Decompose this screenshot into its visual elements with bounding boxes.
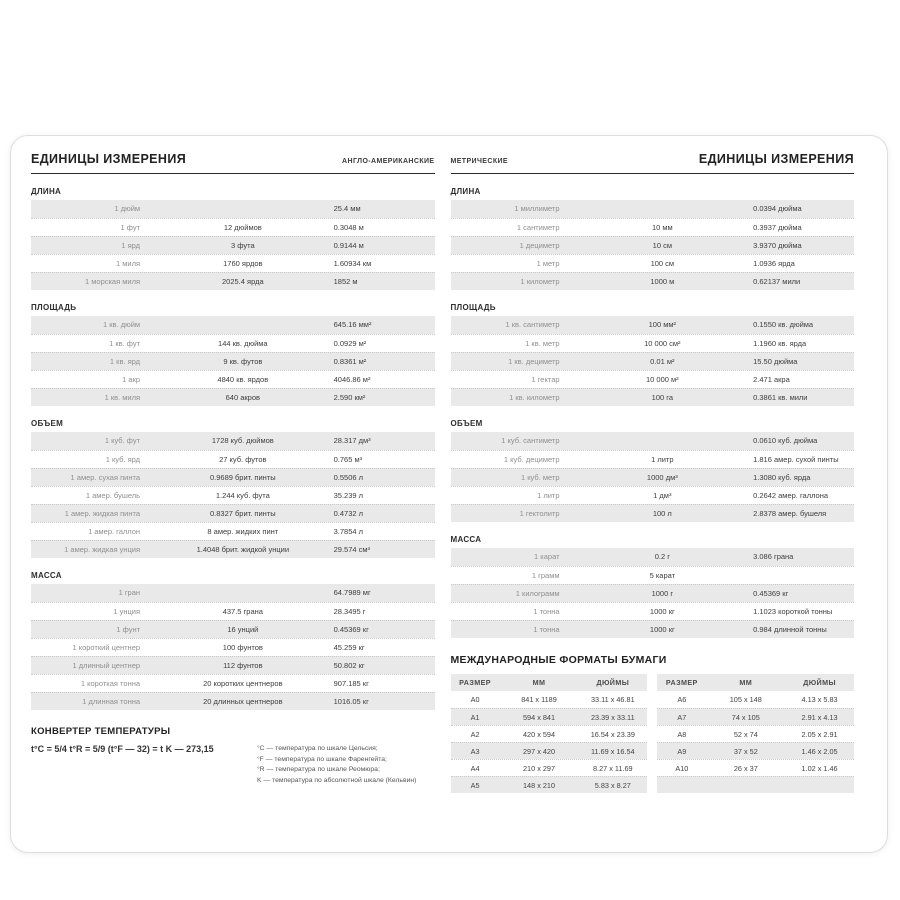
equiv-cell: 100 мм² (648, 320, 677, 329)
paper-header-size: РАЗМЕР (665, 678, 698, 687)
value-cell: 0.765 м³ (333, 455, 363, 464)
temperature-converter (31, 726, 435, 786)
paper-size-cell: A9 (677, 747, 687, 756)
table-row (31, 674, 435, 692)
value-cell: 35.239 л (333, 491, 364, 500)
value-cell: 0.1550 кв. дюйма (753, 320, 814, 329)
equiv-cell: 1760 ярдов (223, 259, 263, 268)
unit-cell: 1 кв. фут (109, 339, 141, 348)
section-mass (451, 535, 855, 638)
table-row (31, 450, 435, 468)
section-title: ДЛИНА (450, 187, 481, 196)
unit-cell: 1 сантиметр (516, 223, 560, 232)
section-length (451, 187, 855, 290)
equiv-cell: 4840 кв. ярдов (217, 375, 269, 384)
table-row (31, 370, 435, 388)
unit-cell: 1 морская миля (84, 277, 141, 286)
temperature-note: K — температура по абсолютной шкале (Кельвин) (256, 776, 417, 784)
measure-table (451, 316, 855, 406)
value-cell: 1.816 амер. сухой пинты (753, 455, 839, 464)
equiv-cell: 1 литр (651, 455, 674, 464)
value-cell: 0.45369 кг (753, 589, 789, 598)
equiv-cell: 437.5 грана (222, 607, 263, 616)
right-page (451, 152, 855, 852)
paper-formats (451, 654, 855, 793)
unit-cell: 1 куб. метр (520, 473, 560, 482)
paper-size-cell: A2 (470, 730, 480, 739)
equiv-cell: 27 куб. футов (219, 455, 267, 464)
equiv-cell: 10 000 м² (645, 375, 679, 384)
table-row (451, 316, 855, 334)
table-row (31, 584, 435, 602)
table-row (31, 656, 435, 674)
table-row (451, 584, 855, 602)
value-cell: 1016.05 кг (333, 697, 369, 706)
paper-mm-cell: 26 x 37 (733, 764, 758, 773)
paper-row (451, 742, 648, 759)
section-mass (31, 571, 435, 710)
paper-inches-cell: 16.54 x 23.39 (590, 730, 635, 739)
unit-cell: 1 длинный центнер (72, 661, 141, 670)
paper-mm-cell: 297 x 420 (523, 747, 556, 756)
section-volume (451, 419, 855, 522)
equiv-cell (152, 584, 334, 602)
paper-row (657, 708, 854, 725)
equiv-cell: 100 см (650, 259, 675, 268)
table-row (451, 486, 855, 504)
equiv-cell: 0.2 г (654, 552, 670, 561)
value-cell: 45.259 кг (333, 643, 365, 652)
paper-mm-cell: 74 x 105 (731, 713, 760, 722)
page-subtitle: МЕТРИЧЕСКИЕ (450, 158, 508, 165)
unit-cell: 1 кв. дециметр (508, 357, 560, 366)
unit-cell: 1 тонна (533, 625, 560, 634)
equiv-cell: 1000 м (650, 277, 675, 286)
table-row (451, 218, 855, 236)
paper-size-cell: A0 (470, 695, 480, 704)
equiv-cell (152, 200, 334, 218)
table-row (451, 566, 855, 584)
table-row (31, 388, 435, 406)
paper-size-cell: A1 (470, 713, 480, 722)
value-cell: 0.45369 кг (333, 625, 369, 634)
equiv-cell: 112 фунтов (223, 661, 263, 670)
unit-cell: 1 короткий центнер (72, 643, 141, 652)
equiv-cell: 2025.4 ярда (222, 277, 264, 286)
unit-cell: 1 метр (536, 259, 560, 268)
left-page-header (31, 152, 435, 174)
paper-mm-cell: 52 x 74 (733, 730, 758, 739)
temperature-title: КОНВЕРТЕР ТЕМПЕРАТУРЫ (31, 726, 171, 737)
paper-inches-cell: 4.13 x 5.83 (801, 695, 838, 704)
paper-inches-cell: 8.27 x 11.69 (592, 764, 633, 773)
value-cell: 0.62137 мили (753, 277, 801, 286)
value-cell: 28.317 дм³ (333, 436, 371, 445)
equiv-cell: 10 см (652, 241, 672, 250)
value-cell: 2.471 акра (753, 375, 790, 384)
table-row (31, 254, 435, 272)
value-cell: 29.574 см³ (333, 545, 371, 554)
section-title: ОБЪЕМ (450, 419, 483, 428)
value-cell: 0.8361 м² (333, 357, 367, 366)
paper-tables (451, 674, 855, 793)
paper-inches-cell (785, 777, 854, 793)
value-cell: 64.7989 мг (333, 588, 371, 597)
unit-cell: 1 дюйм (114, 204, 141, 213)
table-row (451, 450, 855, 468)
measure-table (451, 548, 855, 638)
paper-header-size: РАЗМЕР (459, 678, 492, 687)
equiv-cell: 8 амер. жидких пинт (207, 527, 279, 536)
paper-mm-cell (706, 777, 785, 793)
paper-row (451, 691, 648, 708)
value-cell: 0.9144 м (333, 241, 364, 250)
temperature-notes (257, 744, 416, 786)
value-cell: 0.2642 амер. галлона (753, 491, 829, 500)
paper-size-cell: A6 (677, 695, 687, 704)
equiv-cell: 20 коротких центнеров (203, 679, 283, 688)
section-area (31, 303, 435, 406)
temperature-body (31, 744, 435, 786)
unit-cell: 1 амер. бушель (85, 491, 141, 500)
value-cell: 1852 м (333, 277, 358, 286)
paper-rows (451, 691, 648, 793)
equiv-cell: 9 кв. футов (223, 357, 263, 366)
equiv-cell (152, 316, 334, 334)
table-row (31, 540, 435, 558)
paper-header-mm: ММ (532, 678, 546, 687)
section-title: МАССА (450, 535, 482, 544)
equiv-cell: 144 кв. дюйма (218, 339, 268, 348)
paper-row (657, 725, 854, 742)
equiv-cell: 5 карат (649, 571, 676, 580)
unit-cell: 1 гектар (531, 375, 560, 384)
paper-inches-cell: 1.46 x 2.05 (801, 747, 838, 756)
paper-row (451, 776, 648, 793)
equiv-cell: 10 000 см² (644, 339, 681, 348)
value-cell: 3.7854 л (333, 527, 364, 536)
table-row (31, 522, 435, 540)
notebook-page (10, 135, 888, 853)
value-cell: 2.590 км² (333, 393, 366, 402)
paper-header-inches: ДЮЙМЫ (596, 678, 630, 687)
measure-table (451, 432, 855, 522)
temperature-note: °F — температура по шкале Фаренгейта; (256, 755, 387, 763)
equiv-cell (572, 200, 754, 218)
equiv-cell: 1728 куб. дюймов (211, 436, 274, 445)
right-page-header (451, 152, 855, 174)
equiv-cell: 1000 дм³ (646, 473, 678, 482)
paper-mm-cell: 148 x 210 (523, 781, 556, 790)
unit-cell: 1 амер. жидкая унция (64, 545, 141, 554)
value-cell: 1.1960 кв. ярда (753, 339, 807, 348)
table-row (31, 638, 435, 656)
unit-cell: 1 куб. фут (104, 436, 141, 445)
table-row (451, 236, 855, 254)
table-row (451, 352, 855, 370)
paper-mm-cell: 841 x 1189 (521, 695, 557, 704)
equiv-cell: 1000 кг (649, 625, 675, 634)
unit-cell: 1 миллиметр (514, 204, 560, 213)
table-row (451, 388, 855, 406)
value-cell: 0.3937 дюйма (753, 223, 802, 232)
table-row (31, 334, 435, 352)
unit-cell: 1 куб. сантиметр (501, 436, 560, 445)
equiv-cell: 1000 кг (649, 607, 675, 616)
value-cell: 0.3048 м (333, 223, 364, 232)
section-title: ПЛОЩАДЬ (450, 303, 496, 312)
value-cell: 15.50 дюйма (753, 357, 798, 366)
value-cell: 0.3861 кв. мили (753, 393, 808, 402)
table-row (31, 316, 435, 334)
unit-cell: 1 амер. галлон (88, 527, 141, 536)
value-cell: 0.0929 м² (333, 339, 367, 348)
value-cell: 907.185 кг (333, 679, 369, 688)
paper-row (657, 776, 854, 793)
equiv-cell: 20 длинных центнеров (203, 697, 283, 706)
value-cell: 3.9370 дюйма (753, 241, 802, 250)
value-cell: 3.086 грана (753, 552, 794, 561)
value-cell: 0.0394 дюйма (753, 204, 802, 213)
measure-table (451, 200, 855, 290)
section-title: ДЛИНА (31, 187, 62, 196)
table-row (31, 200, 435, 218)
unit-cell: 1 куб. дециметр (503, 455, 560, 464)
unit-cell: 1 тонна (533, 607, 560, 616)
paper-header-row (657, 674, 854, 691)
equiv-cell: 1000 г (651, 589, 674, 598)
measure-table (31, 200, 435, 290)
paper-inches-cell: 5.83 x 8.27 (594, 781, 631, 790)
value-cell: 645.16 мм² (333, 320, 372, 329)
paper-mm-cell: 210 x 297 (523, 764, 556, 773)
table-row (31, 432, 435, 450)
paper-table-left (451, 674, 648, 793)
section-title: ПЛОЩАДЬ (31, 303, 77, 312)
paper-mm-cell: 105 x 148 (729, 695, 762, 704)
section-length (31, 187, 435, 290)
temperature-note: °R — температура по шкале Реомюра; (256, 766, 380, 774)
table-row (451, 548, 855, 566)
table-row (451, 370, 855, 388)
value-cell: 1.3080 куб. ярда (753, 473, 811, 482)
unit-cell: 1 амер. сухая пинта (70, 473, 141, 482)
table-row (31, 504, 435, 522)
paper-table-right (657, 674, 854, 793)
paper-size-cell: A7 (677, 713, 687, 722)
table-row (31, 602, 435, 620)
section-area (451, 303, 855, 406)
measure-table (31, 584, 435, 710)
equiv-cell: 12 дюймов (223, 223, 262, 232)
value-cell: 0.4732 л (333, 509, 364, 518)
section-volume (31, 419, 435, 558)
table-row (451, 504, 855, 522)
value-cell: 1.60934 км (333, 259, 372, 268)
paper-mm-cell: 37 x 52 (733, 747, 758, 756)
value-cell: 1.0936 ярда (753, 259, 795, 268)
paper-size-cell: A3 (470, 747, 480, 756)
value-cell: 4046.86 м² (333, 375, 371, 384)
unit-cell: 1 фут (120, 223, 141, 232)
paper-header-row (451, 674, 648, 691)
equiv-cell: 1 дм³ (653, 491, 672, 500)
unit-cell: 1 миля (116, 259, 141, 268)
table-row (31, 620, 435, 638)
page-title: ЕДИНИЦЫ ИЗМЕРЕНИЯ (31, 152, 187, 166)
unit-cell: 1 гран (118, 588, 141, 597)
unit-cell: 1 амер. жидкая пинта (64, 509, 141, 518)
value-cell (753, 567, 854, 584)
unit-cell: 1 кв. ярд (109, 357, 141, 366)
paper-inches-cell: 33.11 x 46.81 (590, 695, 635, 704)
table-row (31, 272, 435, 290)
paper-mm-cell: 594 x 841 (523, 713, 556, 722)
equiv-cell: 1.4048 брит. жидкой унции (196, 545, 290, 554)
value-cell: 28.3495 г (333, 607, 366, 616)
equiv-cell: 100 л (652, 509, 672, 518)
table-row (451, 272, 855, 290)
temperature-formula: t°C = 5/4 t°R = 5/9 (t°F — 32) = t K — 273,15 (31, 744, 214, 754)
table-row (451, 200, 855, 218)
paper-inches-cell: 11.69 x 16.54 (590, 747, 635, 756)
table-row (451, 334, 855, 352)
unit-cell: 1 ярд (121, 241, 141, 250)
equiv-cell: 16 унций (227, 625, 259, 634)
unit-cell: 1 кв. миля (104, 393, 141, 402)
paper-row (451, 759, 648, 776)
table-row (31, 218, 435, 236)
value-cell: 0.0610 куб. дюйма (753, 436, 818, 445)
unit-cell: 1 литр (537, 491, 560, 500)
paper-size-cell: A4 (470, 764, 480, 773)
unit-cell: 1 фунт (116, 625, 141, 634)
unit-cell: 1 дециметр (519, 241, 560, 250)
unit-cell: 1 акр (122, 375, 141, 384)
paper-row (451, 725, 648, 742)
unit-cell: 1 кв. сантиметр (505, 320, 560, 329)
table-row (31, 352, 435, 370)
unit-cell: 1 короткая тонна (80, 679, 141, 688)
paper-row (451, 708, 648, 725)
paper-size-cell (657, 777, 706, 793)
unit-cell: 1 кв. метр (525, 339, 560, 348)
table-row (31, 236, 435, 254)
unit-cell: 1 карат (534, 552, 560, 561)
paper-rows (657, 691, 854, 793)
paper-header-mm: ММ (739, 678, 753, 687)
equiv-cell: 0.01 м² (650, 357, 675, 366)
paper-inches-cell: 2.05 x 2.91 (801, 730, 838, 739)
equiv-cell: 640 акров (225, 393, 261, 402)
equiv-cell: 0.9689 брит. пинты (209, 473, 276, 482)
paper-inches-cell: 23.39 x 33.11 (590, 713, 635, 722)
table-row (451, 468, 855, 486)
table-row (31, 468, 435, 486)
page-title: ЕДИНИЦЫ ИЗМЕРЕНИЯ (698, 152, 854, 166)
table-row (31, 486, 435, 504)
paper-size-cell: A10 (675, 764, 689, 773)
unit-cell: 1 грамм (531, 571, 560, 580)
unit-cell: 1 километр (520, 277, 560, 286)
paper-row (657, 759, 854, 776)
section-title: МАССА (31, 571, 62, 580)
left-page (31, 152, 435, 852)
unit-cell: 1 кв. километр (509, 393, 560, 402)
page-subtitle: АНГЛО-АМЕРИКАНСКИЕ (342, 158, 435, 165)
value-cell: 2.8378 амер. бушеля (753, 509, 827, 518)
unit-cell: 1 унция (113, 607, 141, 616)
equiv-cell: 1.244 куб. фута (215, 491, 270, 500)
equiv-cell (572, 432, 754, 450)
equiv-cell: 0.8327 брит. пинты (209, 509, 276, 518)
equiv-cell: 3 фута (231, 241, 255, 250)
table-row (31, 692, 435, 710)
paper-header-inches: ДЮЙМЫ (803, 678, 836, 687)
table-row (451, 602, 855, 620)
equiv-cell: 100 га (651, 393, 673, 402)
paper-row (657, 691, 854, 708)
measure-table (31, 432, 435, 558)
value-cell: 25.4 мм (333, 204, 361, 213)
temperature-note: °C — температура по шкале Цельсия; (256, 745, 378, 752)
measure-table (31, 316, 435, 406)
unit-cell: 1 гектолитр (519, 509, 560, 518)
equiv-cell: 10 мм (651, 223, 673, 232)
paper-formats-title: МЕЖДУНАРОДНЫЕ ФОРМАТЫ БУМАГИ (450, 654, 667, 666)
value-cell: 1.1023 короткой тонны (753, 607, 833, 616)
paper-inches-cell: 1.02 x 1.46 (801, 764, 838, 773)
paper-inches-cell: 2.91 x 4.13 (801, 713, 838, 722)
paper-size-cell: A8 (677, 730, 687, 739)
unit-cell: 1 кв. дюйм (103, 320, 141, 329)
section-title: ОБЪЕМ (31, 419, 64, 428)
paper-mm-cell: 420 x 594 (523, 730, 556, 739)
unit-cell: 1 килограмм (515, 589, 560, 598)
equiv-cell: 100 фунтов (222, 643, 263, 652)
table-row (451, 620, 855, 638)
value-cell: 0.984 длинной тонны (753, 625, 827, 634)
paper-size-cell: A5 (470, 781, 480, 790)
value-cell: 0.5506 л (333, 473, 364, 482)
unit-cell: 1 длинная тонна (82, 697, 141, 706)
table-row (451, 432, 855, 450)
value-cell: 50.802 кг (333, 661, 365, 670)
paper-row (657, 742, 854, 759)
table-row (451, 254, 855, 272)
unit-cell: 1 куб. ярд (105, 455, 141, 464)
